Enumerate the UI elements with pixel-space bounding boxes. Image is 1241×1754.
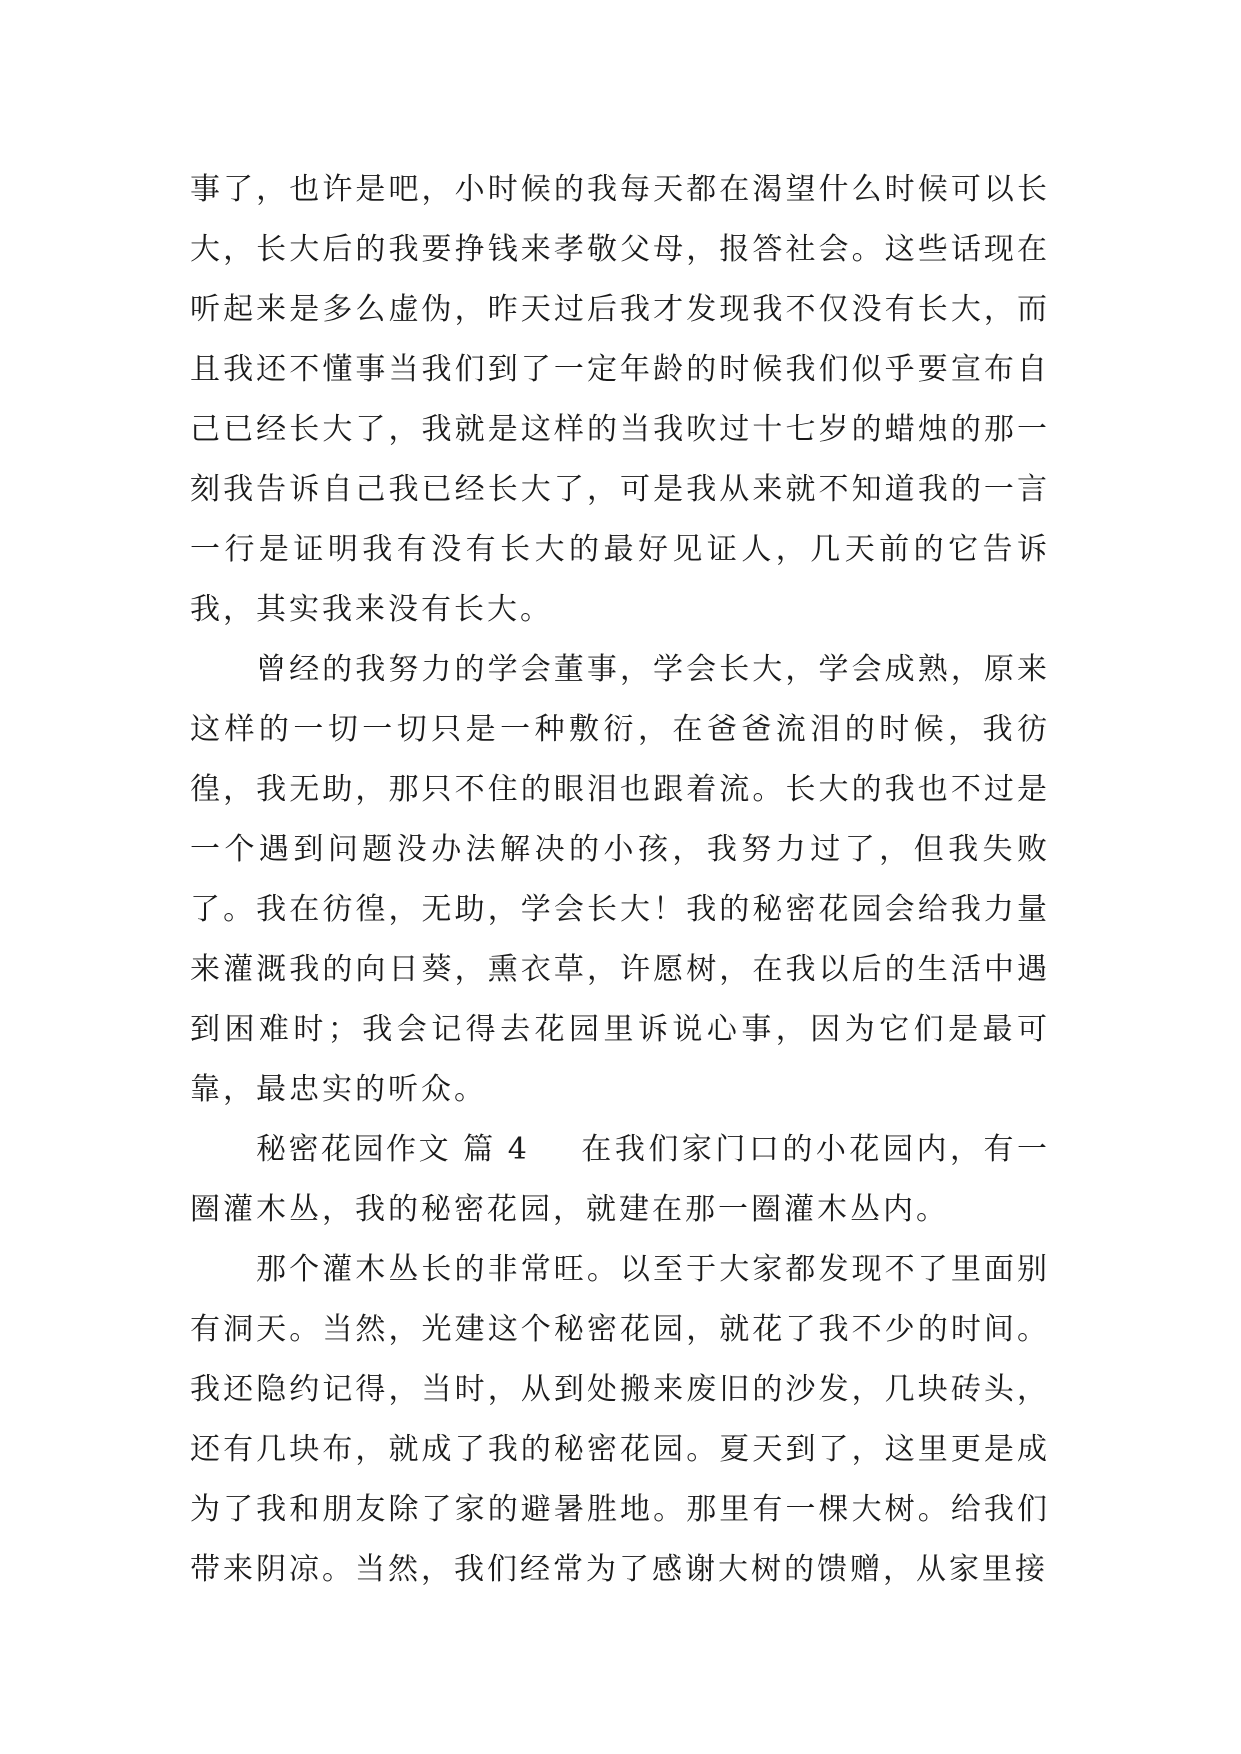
paragraph-3 — [190, 1120, 1050, 1240]
paragraph-1 — [190, 160, 1050, 640]
paragraph-1-text: 事了，也许是吧，小时候的我每天都在渴望什么时候可以长大，长大后的我要挣钱来孝敬父母，报答社会。这些话现在听起来是多么虚伪，昨天过后我才发现我不仅没有长大，而且我还不懂事当我们到了一定年龄的时候我们似乎要宣布自己已经长大了，我就是这样的当我吹过十七岁的蜡烛的那一刻我告诉自己我已经长大了，可是我从来就不知道我的一言一行是证明我有没有长大的最好见证人，几天前的它告诉我，其实我来没有长大。 — [190, 172, 1050, 627]
paragraph-2-text: 曾经的我努力的学会董事，学会长大，学会成熟，原来这样的一切一切只是一种敷衍，在爸爸流泪的时候，我彷徨，我无助，那只不住的眼泪也跟着流。长大的我也不过是一个遇到问题没办法解决的小孩，我努力过了，但我失败了。我在彷徨，无助，学会长大！我的秘密花园会给我力量来灌溉我的向日葵，熏衣草，许愿树，在我以后的生活中遇到困难时；我会记得去花园里诉说心事，因为它们是最可靠，最忠实的听众。 — [190, 652, 1050, 1107]
document-body — [190, 160, 1050, 1600]
paragraph-3-text: 在我们家门口的小花园内，有一圈灌木丛，我的秘密花园，就建在那一圈灌木丛内。 — [190, 1132, 1050, 1227]
paragraph-4-text: 那个灌木丛长的非常旺。以至于大家都发现不了里面别有洞天。当然，光建这个秘密花园，就花了我不少的时间。我还隐约记得，当时，从到处搬来废旧的沙发，几块砖头，还有几块布，就成了我的秘密花园。夏天到了，这里更是成为了我和朋友除了家的避暑胜地。那里有一棵大树。给我们带来阴凉。当然，我们经常为了感谢大树的馈赠，从家里接 — [190, 1252, 1050, 1587]
paragraph-2 — [190, 640, 1050, 1120]
paragraph-4 — [190, 1240, 1050, 1600]
section-heading: 秘密花园作文 篇 4 — [256, 1132, 529, 1167]
